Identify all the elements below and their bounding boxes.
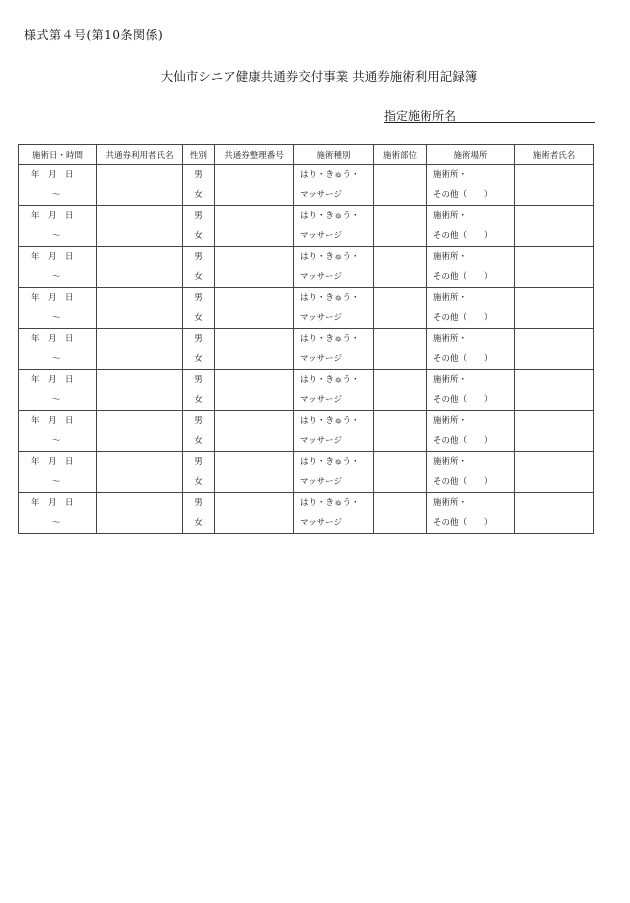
practitioner-name-cell[interactable] — [515, 411, 594, 452]
ticket-number-cell[interactable] — [215, 452, 294, 493]
table-row — [19, 165, 594, 206]
ticket-number-cell[interactable] — [215, 247, 294, 288]
gender-cell[interactable] — [183, 493, 215, 534]
column-header-treatment-type: 施術種別 — [294, 145, 374, 165]
treatment-place-clinic[interactable]: 施術所・ — [433, 170, 468, 180]
treatment-area-cell[interactable] — [374, 329, 427, 370]
date-text: 年 月 日 — [31, 498, 74, 508]
gender-male-option[interactable]: 男 — [194, 457, 203, 467]
treatment-place-cell[interactable] — [427, 329, 515, 370]
time-separator: 〜 — [52, 190, 61, 200]
treatment-area-cell[interactable] — [374, 452, 427, 493]
treatment-type-massage[interactable]: マッサージ — [300, 231, 342, 241]
treatment-place-other[interactable]: その他（ ） — [433, 231, 493, 241]
facility-name-field[interactable] — [384, 107, 595, 123]
gender-cell[interactable] — [183, 288, 215, 329]
treatment-type-cell[interactable] — [294, 288, 374, 329]
treatment-type-massage[interactable]: マッサージ — [300, 477, 342, 487]
treatment-type-massage[interactable]: マッサージ — [300, 354, 342, 364]
treatment-place-other[interactable]: その他（ ） — [433, 477, 493, 487]
treatment-type-massage[interactable]: マッサージ — [300, 190, 342, 200]
table-header-row — [19, 145, 594, 165]
time-separator: 〜 — [52, 231, 61, 241]
treatment-type-cell[interactable] — [294, 452, 374, 493]
user-name-cell[interactable] — [97, 247, 183, 288]
table-row — [19, 206, 594, 247]
time-separator: 〜 — [52, 477, 61, 487]
treatment-type-acupuncture[interactable]: はり・きゅう・ — [300, 416, 360, 426]
user-name-cell[interactable] — [97, 370, 183, 411]
column-header-ticket-number: 共通券整理番号 — [215, 145, 294, 165]
table-row — [19, 329, 594, 370]
gender-male-option[interactable]: 男 — [194, 252, 203, 262]
record-body — [19, 165, 594, 534]
treatment-place-clinic[interactable]: 施術所・ — [433, 457, 468, 467]
ticket-number-cell[interactable] — [215, 288, 294, 329]
treatment-type-cell[interactable] — [294, 165, 374, 206]
ticket-number-cell[interactable] — [215, 165, 294, 206]
date-text: 年 月 日 — [31, 375, 74, 385]
gender-cell[interactable] — [183, 329, 215, 370]
treatment-place-cell[interactable] — [427, 411, 515, 452]
user-name-cell[interactable] — [97, 206, 183, 247]
table-row — [19, 493, 594, 534]
treatment-place-cell[interactable] — [427, 165, 515, 206]
date-text: 年 月 日 — [31, 457, 74, 467]
gender-male-option[interactable]: 男 — [194, 375, 203, 385]
gender-female-option[interactable]: 女 — [194, 190, 203, 200]
gender-female-option[interactable]: 女 — [194, 231, 203, 241]
practitioner-name-cell[interactable] — [515, 247, 594, 288]
ticket-number-cell[interactable] — [215, 493, 294, 534]
time-separator: 〜 — [52, 313, 61, 323]
date-text: 年 月 日 — [31, 416, 74, 426]
user-name-cell[interactable] — [97, 493, 183, 534]
treatment-type-cell[interactable] — [294, 411, 374, 452]
document-title: 大仙市シニア健康共通券交付事業 共通券施術利用記録簿 — [160, 69, 478, 84]
ticket-number-cell[interactable] — [215, 370, 294, 411]
treatment-place-clinic[interactable]: 施術所・ — [433, 498, 468, 508]
treatment-type-acupuncture[interactable]: はり・きゅう・ — [300, 252, 360, 262]
gender-cell[interactable] — [183, 411, 215, 452]
treatment-place-other[interactable]: その他（ ） — [433, 395, 493, 405]
gender-female-option[interactable]: 女 — [194, 272, 203, 282]
treatment-place-other[interactable]: その他（ ） — [433, 518, 493, 528]
time-separator: 〜 — [52, 436, 61, 446]
treatment-place-other[interactable]: その他（ ） — [433, 313, 493, 323]
table-row — [19, 452, 594, 493]
column-header-gender: 性別 — [183, 145, 215, 165]
treatment-type-cell[interactable] — [294, 247, 374, 288]
date-time-cell[interactable] — [19, 288, 97, 329]
treatment-type-massage[interactable]: マッサージ — [300, 395, 342, 405]
gender-cell[interactable] — [183, 452, 215, 493]
treatment-type-acupuncture[interactable]: はり・きゅう・ — [300, 211, 360, 221]
practitioner-name-cell[interactable] — [515, 493, 594, 534]
ticket-number-cell[interactable] — [215, 206, 294, 247]
treatment-type-acupuncture[interactable]: はり・きゅう・ — [300, 457, 360, 467]
treatment-place-clinic[interactable]: 施術所・ — [433, 211, 468, 221]
treatment-type-massage[interactable]: マッサージ — [300, 436, 342, 446]
date-time-cell[interactable] — [19, 411, 97, 452]
gender-female-option[interactable]: 女 — [194, 354, 203, 364]
practitioner-name-cell[interactable] — [515, 165, 594, 206]
gender-cell[interactable] — [183, 165, 215, 206]
treatment-type-cell[interactable] — [294, 493, 374, 534]
table-row — [19, 247, 594, 288]
practitioner-name-cell[interactable] — [515, 452, 594, 493]
treatment-area-cell[interactable] — [374, 411, 427, 452]
gender-cell[interactable] — [183, 370, 215, 411]
treatment-place-other[interactable]: その他（ ） — [433, 272, 493, 282]
treatment-type-cell[interactable] — [294, 370, 374, 411]
user-name-cell[interactable] — [97, 411, 183, 452]
column-header-user-name: 共通券利用者氏名 — [97, 145, 183, 165]
practitioner-name-cell[interactable] — [515, 329, 594, 370]
gender-male-option[interactable]: 男 — [194, 498, 203, 508]
gender-cell[interactable] — [183, 206, 215, 247]
treatment-area-cell[interactable] — [374, 493, 427, 534]
facility-name-label: 指定施術所名 — [384, 109, 457, 123]
gender-male-option[interactable]: 男 — [194, 211, 203, 221]
treatment-place-cell[interactable] — [427, 288, 515, 329]
ticket-number-cell[interactable] — [215, 329, 294, 370]
column-header-treatment-place: 施術場所 — [427, 145, 515, 165]
treatment-type-acupuncture[interactable]: はり・きゅう・ — [300, 293, 360, 303]
treatment-place-other[interactable]: その他（ ） — [433, 436, 493, 446]
treatment-type-massage[interactable]: マッサージ — [300, 313, 342, 323]
gender-female-option[interactable]: 女 — [194, 313, 203, 323]
date-time-cell[interactable] — [19, 452, 97, 493]
gender-male-option[interactable]: 男 — [194, 293, 203, 303]
treatment-type-cell[interactable] — [294, 206, 374, 247]
treatment-place-clinic[interactable]: 施術所・ — [433, 416, 468, 426]
treatment-place-other[interactable]: その他（ ） — [433, 190, 493, 200]
date-time-cell[interactable] — [19, 493, 97, 534]
time-separator: 〜 — [52, 354, 61, 364]
gender-male-option[interactable]: 男 — [194, 416, 203, 426]
user-name-cell[interactable] — [97, 452, 183, 493]
table-row — [19, 288, 594, 329]
date-text: 年 月 日 — [31, 170, 74, 180]
time-separator: 〜 — [52, 395, 61, 405]
user-name-cell[interactable] — [97, 288, 183, 329]
column-header-treatment-area: 施術部位 — [374, 145, 427, 165]
treatment-place-cell[interactable] — [427, 247, 515, 288]
ticket-number-cell[interactable] — [215, 411, 294, 452]
treatment-place-clinic[interactable]: 施術所・ — [433, 334, 468, 344]
treatment-place-cell[interactable] — [427, 206, 515, 247]
treatment-type-massage[interactable]: マッサージ — [300, 272, 342, 282]
date-text: 年 月 日 — [31, 334, 74, 344]
treatment-type-massage[interactable]: マッサージ — [300, 518, 342, 528]
table-row — [19, 411, 594, 452]
table-row — [19, 370, 594, 411]
gender-male-option[interactable]: 男 — [194, 334, 203, 344]
date-time-cell[interactable] — [19, 206, 97, 247]
treatment-area-cell[interactable] — [374, 288, 427, 329]
treatment-place-clinic[interactable]: 施術所・ — [433, 293, 468, 303]
practitioner-name-cell[interactable] — [515, 206, 594, 247]
treatment-place-cell[interactable] — [427, 493, 515, 534]
treatment-area-cell[interactable] — [374, 370, 427, 411]
practitioner-name-cell[interactable] — [515, 288, 594, 329]
time-separator: 〜 — [52, 518, 61, 528]
practitioner-name-cell[interactable] — [515, 370, 594, 411]
treatment-type-acupuncture[interactable]: はり・きゅう・ — [300, 170, 360, 180]
treatment-type-acupuncture[interactable]: はり・きゅう・ — [300, 334, 360, 344]
treatment-place-clinic[interactable]: 施術所・ — [433, 252, 468, 262]
treatment-type-cell[interactable] — [294, 329, 374, 370]
date-text: 年 月 日 — [31, 211, 74, 221]
record-table — [18, 144, 594, 534]
date-text: 年 月 日 — [31, 252, 74, 262]
column-header-practitioner-name: 施術者氏名 — [515, 145, 594, 165]
column-header-date-time: 施術日・時間 — [19, 145, 97, 165]
treatment-place-other[interactable]: その他（ ） — [433, 354, 493, 364]
user-name-cell[interactable] — [97, 165, 183, 206]
treatment-type-acupuncture[interactable]: はり・きゅう・ — [300, 375, 360, 385]
date-text: 年 月 日 — [31, 293, 74, 303]
time-separator: 〜 — [52, 272, 61, 282]
gender-cell[interactable] — [183, 247, 215, 288]
date-time-cell[interactable] — [19, 165, 97, 206]
treatment-area-cell[interactable] — [374, 247, 427, 288]
user-name-cell[interactable] — [97, 329, 183, 370]
gender-female-option[interactable]: 女 — [194, 518, 203, 528]
gender-female-option[interactable]: 女 — [194, 395, 203, 405]
treatment-type-acupuncture[interactable]: はり・きゅう・ — [300, 498, 360, 508]
gender-male-option[interactable]: 男 — [194, 170, 203, 180]
treatment-area-cell[interactable] — [374, 165, 427, 206]
gender-female-option[interactable]: 女 — [194, 436, 203, 446]
treatment-place-cell[interactable] — [427, 370, 515, 411]
form-number: 様式第４号(第10条関係) — [24, 28, 164, 42]
date-time-cell[interactable] — [19, 329, 97, 370]
date-time-cell[interactable] — [19, 370, 97, 411]
treatment-place-cell[interactable] — [427, 452, 515, 493]
treatment-area-cell[interactable] — [374, 206, 427, 247]
gender-female-option[interactable]: 女 — [194, 477, 203, 487]
date-time-cell[interactable] — [19, 247, 97, 288]
treatment-place-clinic[interactable]: 施術所・ — [433, 375, 468, 385]
